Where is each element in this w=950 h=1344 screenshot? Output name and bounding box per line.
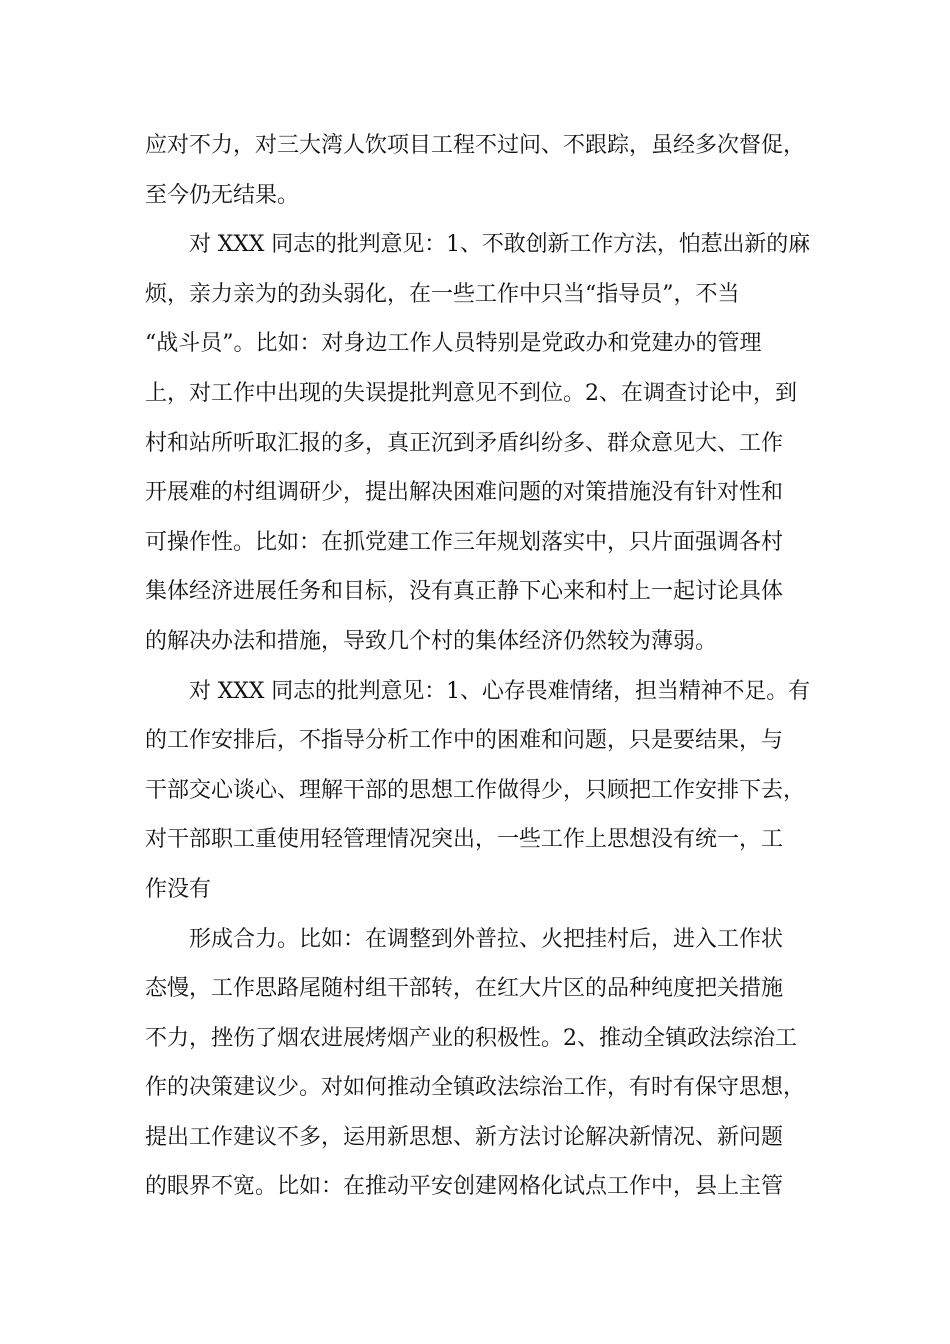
text-line: 烦，亲力亲为的劲头弱化，在一些工作中只当“指导员”，不当 — [145, 281, 740, 307]
text-line: 提出工作建议不多，运用新思想、新方法讨论解决新情况、新问题 — [145, 1124, 784, 1150]
text-line: 应对不力，对三大湾人饮项目工程不过问、不跟踪，虽经多次督促， — [145, 133, 806, 158]
text-line: 村和站所听取汇报的多，真正沉到矛盾纠纷多、群众意见大、工作 — [145, 430, 784, 456]
text-line: 的解决办法和措施，导致几个村的集体经济仍然较为薄弱。 — [145, 628, 718, 654]
text-line: 对 XXX 同志的批判意见：1、不敢创新工作方法，怕惹出新的麻 — [189, 232, 810, 258]
text-line: 对 XXX 同志的批判意见：1、心存畏难情绪，担当精神不足。有 — [189, 678, 810, 704]
text-line: 集体经济进展任务和目标，没有真正静下心来和村上一起讨论具体 — [145, 579, 784, 605]
text-line: 开展难的村组调研少，提出解决困难问题的对策措施没有针对性和 — [145, 480, 784, 506]
text-line: 对干部职工重使用轻管理情况突出，一些工作上思想没有统一，工 — [145, 827, 784, 853]
text-line: 可操作性。比如：在抓党建工作三年规划落实中，只片面强调各村 — [145, 529, 784, 555]
text-line: 不力，挫伤了烟农进展烤烟产业的积极性。2、推动全镇政法综治工 — [145, 1025, 797, 1051]
text-line: “战斗员”。比如：对身边工作人员特别是党政办和党建办的管理 — [145, 331, 762, 357]
text-line: 作的决策建议少。对如何推动全镇政法综治工作，有时有保守思想， — [145, 1075, 806, 1101]
text-line: 的工作安排后，不指导分析工作中的困难和问题，只是要结果，与 — [145, 728, 784, 754]
text-line: 干部交心谈心、理解干部的思想工作做得少，只顾把工作安排下去， — [145, 777, 806, 803]
text-line: 的眼界不宽。比如：在推动平安创建网格化试点工作中，县上主管 — [145, 1174, 784, 1200]
text-line: 至今仍无结果。 — [145, 182, 300, 208]
text-line: 上，对工作中出现的失误提批判意见不到位。2、在调查讨论中，到 — [145, 380, 797, 406]
text-line: 态慢，工作思路尾随村组干部转，在红大片区的品种纯度把关措施 — [145, 976, 784, 1002]
text-line: 形成合力。比如：在调整到外普拉、火把挂村后，进入工作状 — [189, 926, 784, 952]
document-body — [145, 121, 810, 1212]
text-line: 作没有 — [145, 876, 212, 902]
